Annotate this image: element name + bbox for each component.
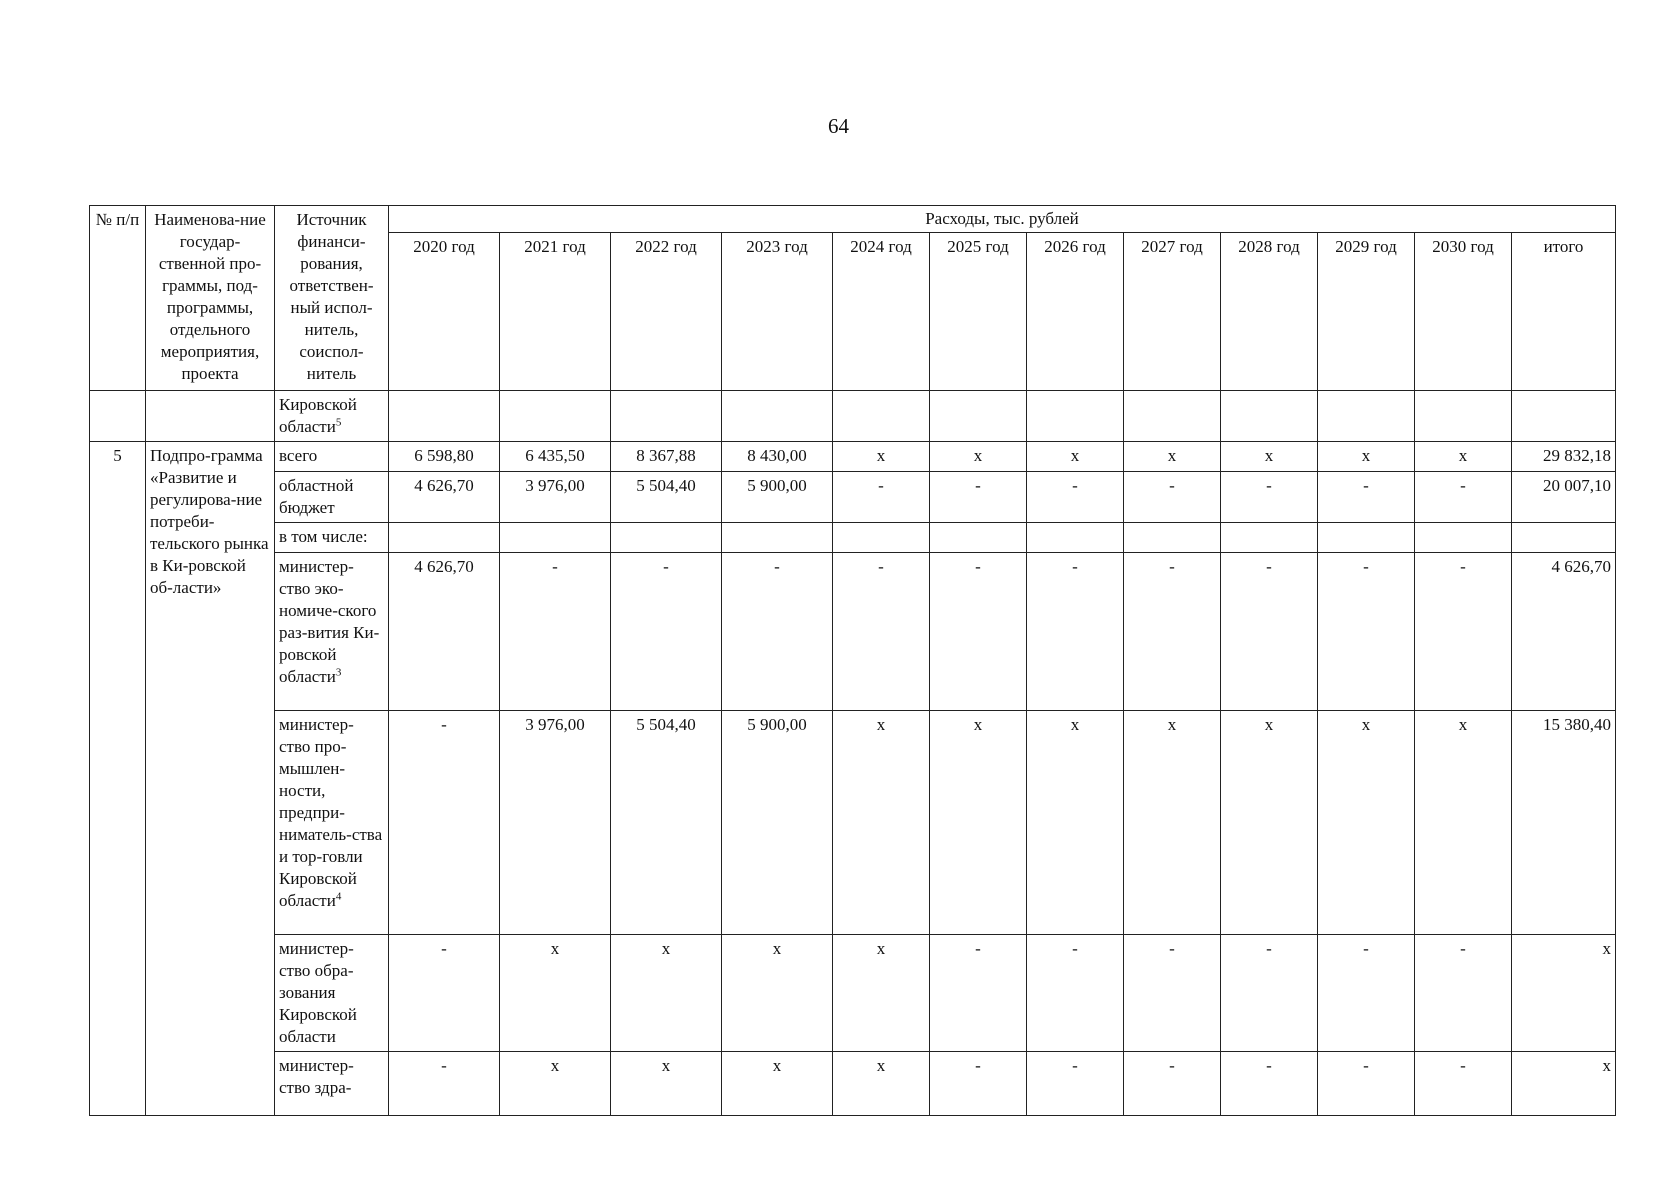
- value-cell: -: [389, 935, 500, 1052]
- value-cell: х: [833, 442, 930, 472]
- value-cell: 4 626,70: [389, 553, 500, 711]
- value-cell: 4 626,70: [389, 472, 500, 523]
- header-year: 2026 год: [1027, 233, 1124, 391]
- total-cell: х: [1512, 1052, 1616, 1116]
- total-cell: [1512, 523, 1616, 553]
- source-cell: в том числе:: [275, 523, 389, 553]
- total-cell: 20 007,10: [1512, 472, 1616, 523]
- value-cell: х: [500, 935, 611, 1052]
- value-cell: х: [1415, 442, 1512, 472]
- table-row: [90, 1052, 1616, 1116]
- value-cell: х: [1221, 711, 1318, 935]
- header-year: 2020 год: [389, 233, 500, 391]
- value-cell: -: [722, 553, 833, 711]
- source-cell: министер-ство эко-номиче-ского раз-вития Ки-ровской области$^3$: [275, 553, 389, 711]
- value-cell: х: [833, 711, 930, 935]
- value-cell: 3 976,00: [500, 472, 611, 523]
- value-cell: [611, 523, 722, 553]
- table-row: [90, 553, 1616, 711]
- header-year: 2023 год: [722, 233, 833, 391]
- value-cell: -: [1221, 553, 1318, 711]
- value-cell: х: [1027, 442, 1124, 472]
- value-cell: 8 367,88: [611, 442, 722, 472]
- total-cell: 4 626,70: [1512, 553, 1616, 711]
- value-cell: 6 598,80: [389, 442, 500, 472]
- header-year: 2025 год: [930, 233, 1027, 391]
- value-cell: -: [1027, 935, 1124, 1052]
- value-cell: х: [722, 935, 833, 1052]
- header-total: итого: [1512, 233, 1616, 391]
- value-cell: [389, 523, 500, 553]
- empty-cell: [146, 391, 275, 442]
- value-cell: 5 900,00: [722, 711, 833, 935]
- value-cell: -: [930, 1052, 1027, 1116]
- table-row: [90, 711, 1616, 935]
- value-cell: [1415, 523, 1512, 553]
- value-cell: -: [930, 553, 1027, 711]
- header-year: 2027 год: [1124, 233, 1221, 391]
- page-number: 64: [828, 114, 849, 138]
- value-cell: [1318, 523, 1415, 553]
- value-cell: х: [930, 711, 1027, 935]
- header-year: 2030 год: [1415, 233, 1512, 391]
- value-cell: х: [1124, 442, 1221, 472]
- expenses-table: [89, 205, 1616, 1116]
- source-cell: министер-ство обра-зования Кировской области: [275, 935, 389, 1052]
- header-year: 2029 год: [1318, 233, 1415, 391]
- value-cell: -: [1221, 1052, 1318, 1116]
- program-name: Подпро-грамма «Развитие и регулирова-ние потреби-тельского рынка в Ки-ровской об-ласти»: [146, 442, 275, 1116]
- value-cell: -: [1318, 1052, 1415, 1116]
- source-cell: всего: [275, 442, 389, 472]
- value-cell: -: [1415, 935, 1512, 1052]
- value-cell: х: [1124, 711, 1221, 935]
- continuation-row: [90, 391, 1616, 442]
- value-cell: -: [389, 711, 500, 935]
- value-cell: -: [833, 472, 930, 523]
- header-year: 2021 год: [500, 233, 611, 391]
- source-cell: Кировской области$^5$: [275, 391, 389, 442]
- value-cell: -: [1124, 935, 1221, 1052]
- value-cell: -: [1221, 472, 1318, 523]
- value-cell: -: [1124, 1052, 1221, 1116]
- header-source: Источник финанси-рования, ответствен-ный испол-нитель, соиспол-нитель: [275, 206, 389, 391]
- header-name: Наименова-ние государ-ственной про-граммы, под-программы, отдельного мероприятия, проекта: [146, 206, 275, 391]
- value-cell: х: [722, 1052, 833, 1116]
- value-cell: -: [500, 553, 611, 711]
- table-row: [90, 472, 1616, 523]
- value-cell: х: [611, 935, 722, 1052]
- value-cell: -: [833, 553, 930, 711]
- value-cell: -: [1124, 472, 1221, 523]
- source-cell: областной бюджет: [275, 472, 389, 523]
- total-cell: х: [1512, 935, 1616, 1052]
- value-cell: -: [930, 472, 1027, 523]
- value-cell: [833, 523, 930, 553]
- value-cell: х: [1221, 442, 1318, 472]
- value-cell: 5 504,40: [611, 472, 722, 523]
- header-row-top: [90, 206, 1616, 233]
- value-cell: х: [1415, 711, 1512, 935]
- value-cell: х: [833, 1052, 930, 1116]
- total-cell: 15 380,40: [1512, 711, 1616, 935]
- source-cell: министер-ство здра-: [275, 1052, 389, 1116]
- value-cell: -: [1027, 553, 1124, 711]
- source-cell: министер-ство про-мышлен-ности, предпри-ниматель-ства и тор-говли Кировской области$^4$: [275, 711, 389, 935]
- value-cell: -: [1318, 553, 1415, 711]
- program-number: 5: [90, 442, 146, 1116]
- value-cell: [500, 523, 611, 553]
- value-cell: 8 430,00: [722, 442, 833, 472]
- value-cell: -: [1415, 1052, 1512, 1116]
- value-cell: [1124, 523, 1221, 553]
- header-year: 2028 год: [1221, 233, 1318, 391]
- table-row: [90, 442, 1616, 472]
- value-cell: 5 900,00: [722, 472, 833, 523]
- value-cell: [1027, 523, 1124, 553]
- value-cell: х: [1027, 711, 1124, 935]
- header-year: 2024 год: [833, 233, 930, 391]
- value-cell: х: [1318, 442, 1415, 472]
- table-row: [90, 935, 1616, 1052]
- value-cell: 6 435,50: [500, 442, 611, 472]
- value-cell: -: [1415, 553, 1512, 711]
- value-cell: -: [1124, 553, 1221, 711]
- header-expenses: Расходы, тыс. рублей: [389, 206, 1616, 233]
- value-cell: -: [1027, 1052, 1124, 1116]
- value-cell: х: [611, 1052, 722, 1116]
- total-cell: 29 832,18: [1512, 442, 1616, 472]
- value-cell: -: [389, 1052, 500, 1116]
- value-cell: х: [1318, 711, 1415, 935]
- value-cell: [1221, 523, 1318, 553]
- value-cell: -: [1027, 472, 1124, 523]
- header-year: 2022 год: [611, 233, 722, 391]
- value-cell: х: [500, 1052, 611, 1116]
- value-cell: 5 504,40: [611, 711, 722, 935]
- value-cell: [930, 523, 1027, 553]
- value-cell: -: [1318, 472, 1415, 523]
- value-cell: х: [833, 935, 930, 1052]
- header-num: № п/п: [90, 206, 146, 391]
- empty-cell: [90, 391, 146, 442]
- value-cell: -: [930, 935, 1027, 1052]
- value-cell: -: [1318, 935, 1415, 1052]
- value-cell: х: [930, 442, 1027, 472]
- table-row: [90, 523, 1616, 553]
- value-cell: -: [1415, 472, 1512, 523]
- value-cell: -: [611, 553, 722, 711]
- value-cell: -: [1221, 935, 1318, 1052]
- value-cell: [722, 523, 833, 553]
- value-cell: 3 976,00: [500, 711, 611, 935]
